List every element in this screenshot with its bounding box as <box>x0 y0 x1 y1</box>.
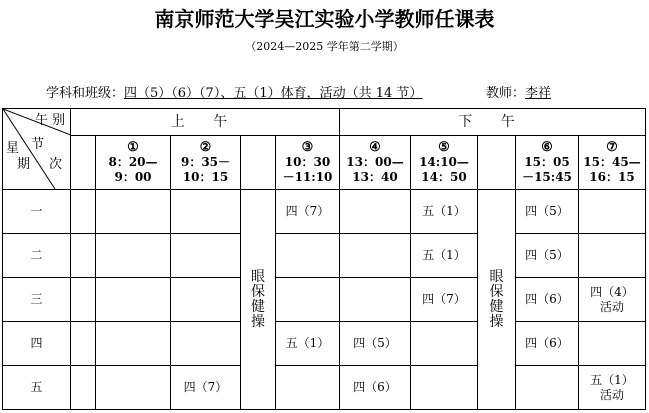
schedule-cell <box>96 322 171 366</box>
corner-label-left-bottom: 期 <box>17 157 31 172</box>
schedule-cell <box>411 366 478 410</box>
schedule-cell <box>96 234 171 278</box>
corner-label-mid: 节 <box>31 137 45 152</box>
day-label: 一 <box>3 190 71 234</box>
schedule-cell: 四（5） <box>516 234 579 278</box>
schedule-cell: 四（6） <box>516 278 579 322</box>
blank-cell <box>71 190 96 234</box>
schedule-cell <box>171 278 241 322</box>
header-row-periods <box>3 136 646 190</box>
schedule-cell <box>171 234 241 278</box>
header-row-halfday <box>3 109 646 136</box>
blank-header-cell <box>71 136 96 190</box>
schedule-cell <box>276 234 340 278</box>
eye-exercise-header-pm <box>478 136 516 190</box>
corner-label-right: 次 <box>49 157 63 172</box>
schedule-cell <box>96 278 171 322</box>
schedule-cell <box>171 322 241 366</box>
schedule-cell: 四（4） 活动 <box>579 278 646 322</box>
blank-cell <box>71 234 96 278</box>
eye-exercise-am: 眼 保 健 操 <box>241 190 276 410</box>
corner-label-top: 午 别 <box>35 113 66 128</box>
schedule-table <box>2 108 646 410</box>
schedule-cell <box>276 366 340 410</box>
corner-cell <box>3 109 71 190</box>
schedule-cell <box>340 278 411 322</box>
schedule-cell: 四（6） <box>340 366 411 410</box>
schedule-cell <box>516 366 579 410</box>
schedule-cell <box>96 366 171 410</box>
schedule-cell: 四（5） <box>516 190 579 234</box>
period-3-header: ③ 10：30 －11:10 <box>276 136 340 190</box>
schedule-cell: 四（5） <box>340 322 411 366</box>
blank-cell <box>71 366 96 410</box>
schedule-cell: 四（7） <box>411 278 478 322</box>
class-value: 四（5）（6）（7）、五（1）体育，活动（共 14 节） <box>124 86 423 101</box>
blank-cell <box>71 322 96 366</box>
schedule-cell <box>171 190 241 234</box>
schedule-cell: 四（7） <box>171 366 241 410</box>
teacher-label: 教师： <box>486 86 526 101</box>
class-label: 学科和班级： <box>46 86 125 101</box>
day-row-mon <box>3 190 646 234</box>
schedule-cell <box>276 278 340 322</box>
afternoon-header: 下 午 <box>340 109 646 136</box>
schedule-cell: 四（7） <box>276 190 340 234</box>
eye-exercise-header-am <box>241 136 276 190</box>
schedule-cell <box>340 234 411 278</box>
schedule-cell <box>340 190 411 234</box>
day-row-wed <box>3 278 646 322</box>
period-4-header: ④ 13：00— 13：40 <box>340 136 411 190</box>
schedule-cell: 五（1） <box>411 234 478 278</box>
day-row-tue <box>3 234 646 278</box>
period-5-header: ⑤ 14:10— 14：50 <box>411 136 478 190</box>
schedule-cell <box>579 234 646 278</box>
day-label: 五 <box>3 366 71 410</box>
schedule-cell <box>411 322 478 366</box>
day-label: 四 <box>3 322 71 366</box>
period-1-header: ① 8：20— 9：00 <box>96 136 171 190</box>
teacher-info <box>486 86 551 102</box>
day-row-fri <box>3 366 646 410</box>
page-title: 南京师范大学吴江实验小学教师任课表 <box>154 7 495 31</box>
day-label: 二 <box>3 234 71 278</box>
day-label: 三 <box>3 278 71 322</box>
period-6-header: ⑥ 15：05 －15:45 <box>516 136 579 190</box>
morning-header: 上 午 <box>71 109 340 136</box>
semester-subtitle: （2024—2025 学年第二学期） <box>245 40 404 53</box>
schedule-cell <box>96 190 171 234</box>
schedule-cell: 五（1） <box>411 190 478 234</box>
period-2-header: ② 9：35－ 10：15 <box>171 136 241 190</box>
schedule-cell: 四（6） <box>516 322 579 366</box>
schedule-cell <box>579 322 646 366</box>
corner-label-left-top: 星 <box>6 141 20 156</box>
schedule-cell <box>579 190 646 234</box>
period-7-header: ⑦ 15：45— 16：15 <box>579 136 646 190</box>
blank-cell <box>71 278 96 322</box>
class-info <box>46 86 422 102</box>
schedule-cell: 五（1） 活动 <box>579 366 646 410</box>
eye-exercise-pm: 眼 保 健 操 <box>478 190 516 410</box>
day-row-thu <box>3 322 646 366</box>
schedule-cell: 五（1） <box>276 322 340 366</box>
teacher-name: 李祥 <box>525 86 552 101</box>
